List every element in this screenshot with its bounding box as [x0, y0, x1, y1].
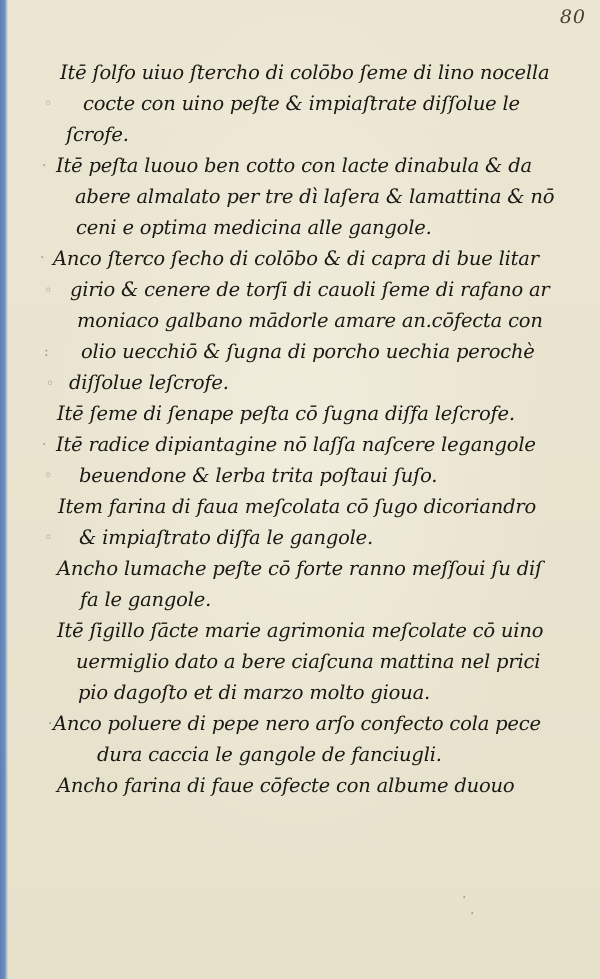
margin-stain: ·	[40, 250, 45, 266]
margin-stain: ·	[42, 158, 47, 174]
text-line: olio uecchiō & ſugna di porcho uechia perochè	[81, 340, 535, 363]
margin-stain: ·	[48, 716, 53, 732]
margin-stain: ◦	[46, 376, 55, 392]
text-line: & impiaſtrato diſfa le gangole.	[79, 526, 374, 549]
text-line: Itē ſigillo ſācte marie agrimonia meſcolate cō uino	[57, 619, 544, 642]
text-line: ſcrofe.	[66, 123, 129, 146]
text-line: Itē ſolfo uiuo ſtercho di colōbo ſeme di lino nocella	[60, 61, 550, 84]
folio-number: 80	[559, 6, 586, 28]
text-line: moniaco galbano mādorle amare an.cōfecta con	[77, 309, 543, 332]
text-line: dura caccia le gangole de fanciugli.	[97, 743, 442, 766]
text-line: Itē ſeme di ſenape peſta cō ſugna diſfa leſcrofe.	[57, 402, 515, 425]
text-line: Ancho farina di faue cōfecte con albume duouo	[57, 774, 515, 797]
page-edge-shadow	[0, 0, 8, 979]
text-line: Anco poluere di pepe nero arſo confecto cola pece	[53, 712, 541, 735]
text-line: fa le gangole.	[80, 588, 212, 611]
text-line: Itē peſta luouo ben cotto con lacte dinabula & da	[56, 154, 532, 177]
margin-stain: ◦	[44, 468, 53, 484]
margin-stain: ·	[42, 437, 47, 453]
text-line: Ancho lumache peſte cō forte ranno meſſoui ſu diſ	[57, 557, 543, 580]
text-line: abere almalato per tre dì laſera & lamattina & nō	[75, 185, 555, 208]
text-line: beuendone & lerba trita poſtaui ſuſo.	[79, 464, 438, 487]
margin-stain: :	[44, 344, 49, 360]
text-line: girio & cenere de torſi di cauoli ſeme di rafano ar	[70, 278, 550, 301]
paper-speck: ·	[470, 906, 475, 922]
margin-stain: ◦	[44, 530, 53, 546]
text-line: ceni e optima medicina alle gangole.	[76, 216, 432, 239]
margin-stain: ◦	[44, 283, 53, 299]
text-line: Itē radice dipiantagine nō laſſa naſcere legangole	[56, 433, 536, 456]
text-line: cocte con uino peſte & impiaſtrate diſſolue le	[83, 92, 520, 115]
margin-stain: ◦	[44, 96, 53, 112]
text-line: Item farina di faua meſcolata cō ſugo dicoriandro	[58, 495, 537, 518]
text-line: uermiglio dato a bere ciaſcuna mattina nel prici	[76, 650, 541, 673]
paper-speck: ·	[462, 890, 467, 906]
text-line: diſſolue leſcrofe.	[69, 371, 229, 394]
text-line: Anco ſterco ſecho di colōbo & di capra di bue litar	[53, 247, 539, 270]
text-line: pio dagoſto et di marzo molto gioua.	[78, 681, 431, 704]
